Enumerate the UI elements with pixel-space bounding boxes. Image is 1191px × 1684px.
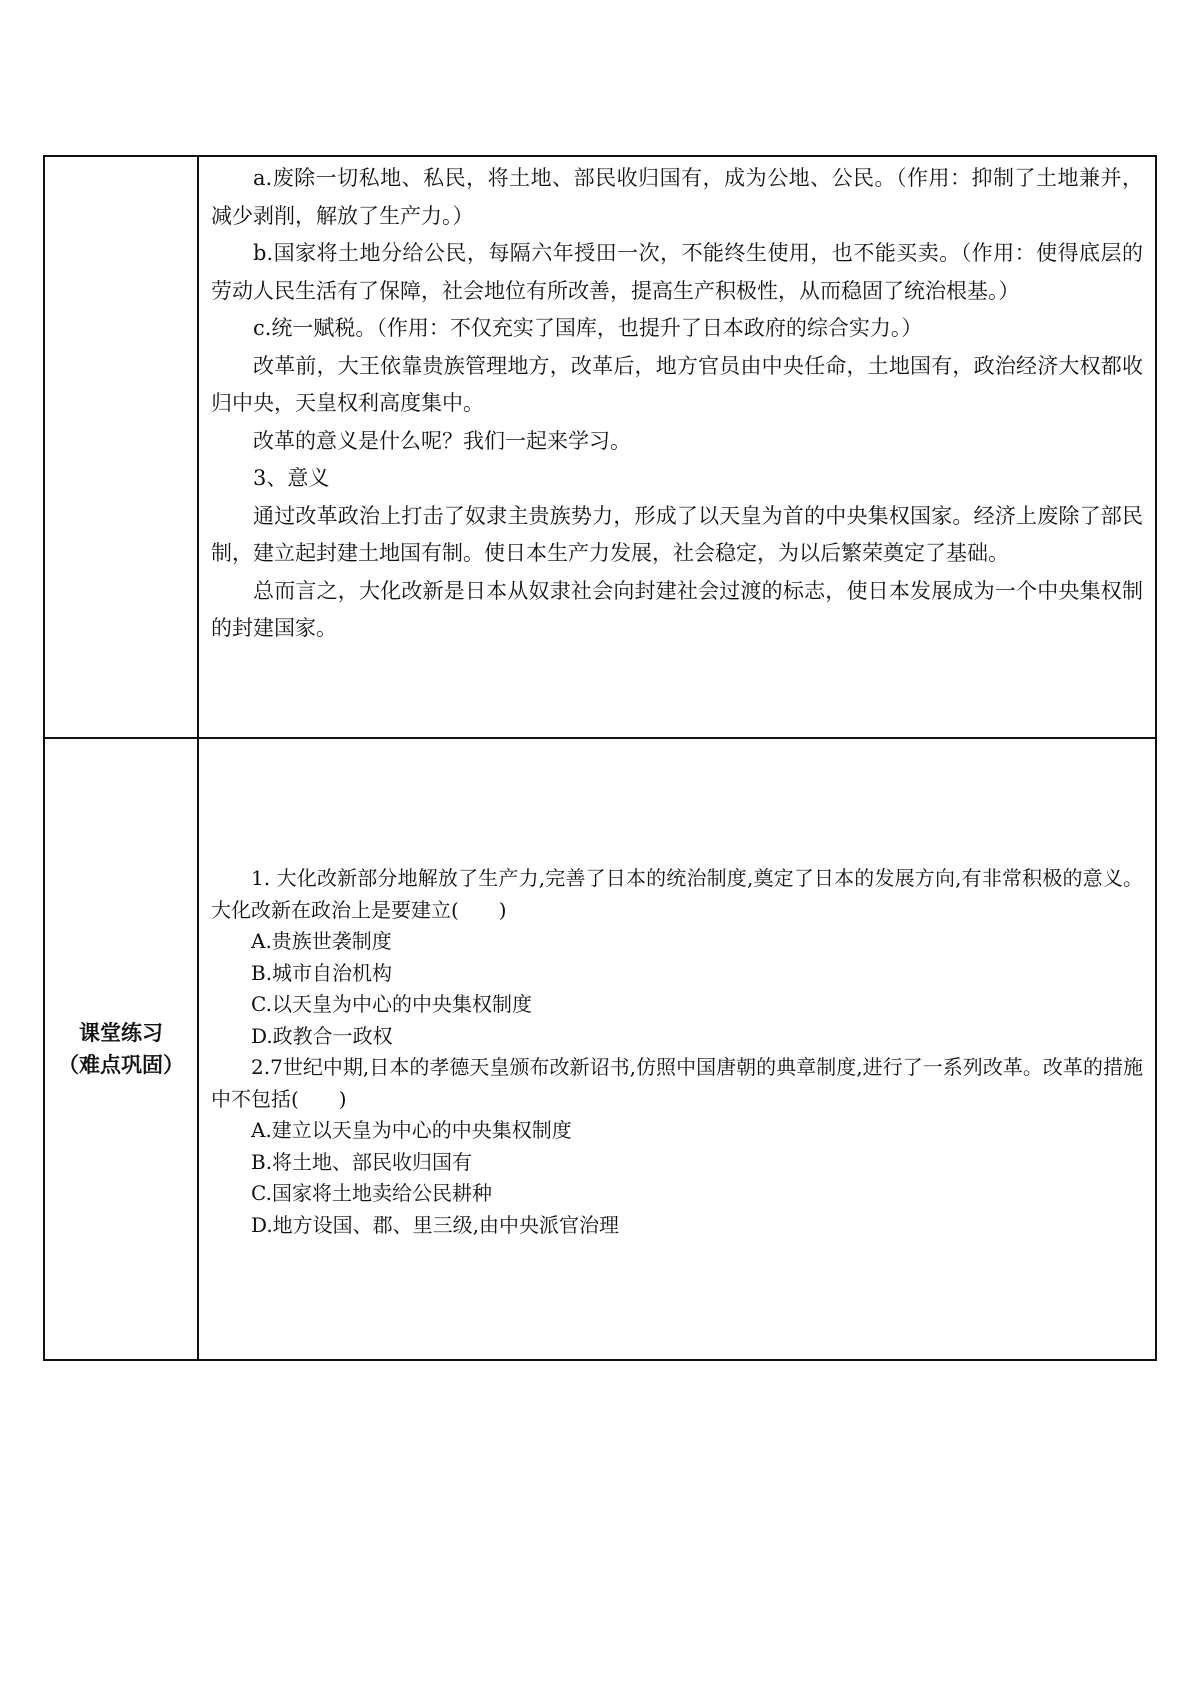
question-2-option-c: C.国家将土地卖给公民耕种: [251, 1181, 492, 1205]
lesson-plan-table: [43, 155, 1157, 1361]
question-1-option-d: D.政教合一政权: [251, 1023, 393, 1048]
measure-b-paragraph: b.国家将土地分给公民，每隔六年授田一次，不能终生使用，也不能买卖。（作用：使得底层的劳动人民生活有了保障，社会地位有所改善，提高生产积极性，从而稳固了统治根基。）: [211, 241, 1143, 303]
measure-a-paragraph: a.废除一切私地、私民，将土地、部民收归国有，成为公地、公民。（作用：抑制了土地兼并，减少剥削，解放了生产力。）: [211, 166, 1143, 228]
question-2-option-a: A.建立以天皇为中心的中央集权制度: [251, 1118, 572, 1142]
question-1-option-c: C.以天皇为中心的中央集权制度: [251, 992, 532, 1016]
teaching-label-cell: [44, 156, 198, 738]
significance-heading: 3、意义: [253, 466, 330, 490]
significance-paragraph: 通过改革政治上打击了奴隶主贵族势力，形成了以天皇为首的中央集权国家。经济上废除了部民制，建立起封建土地国有制。使日本生产力发展，社会稳定，为以后繁荣奠定了基础。: [211, 503, 1143, 565]
teaching-content-cell: [198, 156, 1156, 738]
practice-content-cell: [198, 738, 1156, 1360]
question-2-option-d: D.地方设国、郡、里三级,由中央派官治理: [251, 1212, 620, 1237]
practice-label-cell: [44, 738, 198, 1360]
summary-paragraph: 总而言之，大化改新是日本从奴隶社会向封建社会过渡的标志，使日本发展成为一个中央集权制的封建国家。: [211, 578, 1143, 640]
practice-label-line1: 课堂练习: [79, 1021, 163, 1045]
question-1-option-b: B.城市自治机构: [251, 960, 393, 985]
before-after-paragraph: 改革前，大王依靠贵族管理地方，改革后，地方官员由中央任命，土地国有，政治经济大权都收归中央，天皇权利高度集中。: [211, 353, 1143, 415]
question-2-option-b: B.将土地、部民收归国有: [251, 1149, 473, 1174]
measure-c-paragraph: c.统一赋税。（作用：不仅充实了国库，也提升了日本政府的综合实力。）: [253, 316, 923, 340]
practice-row: [44, 738, 1156, 1360]
question-1-stem: 1. 大化改新部分地解放了生产力,完善了日本的统治制度,奠定了日本的发展方向,有非常积极的意义。大化改新在政治上是要建立( ): [211, 866, 1143, 922]
practice-label-line2: （难点巩固）: [58, 1053, 184, 1077]
teaching-row: [44, 156, 1156, 738]
question-2-stem: 2.7世纪中期,日本的孝德天皇颁布改新诏书,仿照中国唐朝的典章制度,进行了一系列改革。改革的措施中不包括( ): [211, 1055, 1143, 1111]
practice-content: [199, 739, 1155, 1241]
transition-paragraph: 改革的意义是什么呢？我们一起来学习。: [253, 428, 631, 453]
teaching-content: [199, 157, 1155, 648]
question-1-option-a: A.贵族世袭制度: [251, 929, 392, 953]
